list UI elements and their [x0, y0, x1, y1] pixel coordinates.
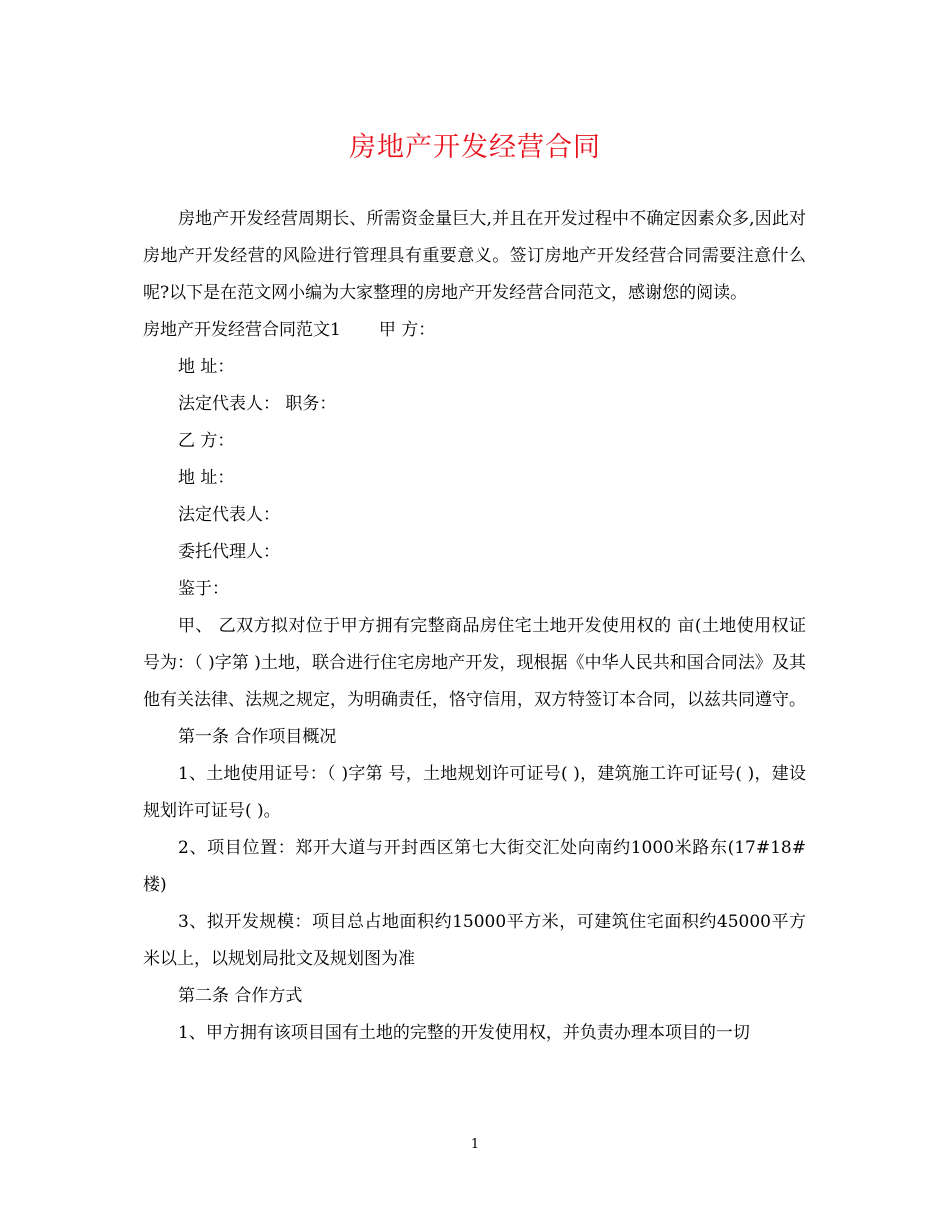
- party-b-label: 乙 方：: [178, 431, 235, 451]
- party-a-label: 甲 方：: [378, 320, 436, 340]
- document-body: [143, 201, 806, 1052]
- party-a-representative: 法定代表人： 职务：: [178, 394, 337, 414]
- sample-heading: 房地产开发经营合同范文1: [143, 320, 341, 340]
- article-1-item-3: 3、拟开发规模：项目总占地面积约15000平方米，可建筑住宅面积约45000平方米以上，以规划局批文及规划图为准: [143, 912, 806, 969]
- article-1-title: 第一条 合作项目概况: [178, 727, 337, 747]
- party-b-address: 地 址：: [178, 468, 235, 488]
- party-b-agent: 委托代理人：: [178, 542, 280, 562]
- page-title: 房地产开发经营合同: [349, 132, 601, 163]
- party-a-address: 地 址：: [178, 357, 235, 377]
- preamble-paragraph: 甲、 乙双方拟对位于甲方拥有完整商品房住宅土地开发使用权的 亩(土地使用权证号为：（ )字第 )土地，联合进行住宅房地产开发，现根据《中华人民共和国合同法》及其他有关法律、法规之规定，为明确责任，恪守信用，双方特签订本合同，以兹共同遵守。: [143, 616, 806, 710]
- page-number: 1: [470, 1137, 480, 1152]
- intro-paragraph: 房地产开发经营周期长、所需资金量巨大,并且在开发过程中不确定因素众多,因此对房地产开发经营的风险进行管理具有重要意义。签订房地产开发经营合同需要注意什么呢?以下是在范文网小编为大家整理的房地产开发经营合同范文，感谢您的阅读。: [143, 209, 806, 303]
- sample-heading-line: [143, 312, 806, 349]
- whereas-label: 鉴于：: [178, 579, 229, 599]
- party-b-representative: 法定代表人：: [178, 505, 280, 525]
- article-1-item-1: 1、土地使用证号：（ )字第 号，土地规划许可证号( )，建筑施工许可证号( )，建设规划许可证号( )。: [143, 764, 806, 821]
- article-1-item-2: 2、项目位置：郑开大道与开封西区第七大街交汇处向南约1000米路东(17#18#楼): [143, 838, 806, 895]
- article-2-item-1: 1、甲方拥有该项目国有土地的完整的开发使用权，并负责办理本项目的一切: [178, 1023, 750, 1043]
- article-2-title: 第二条 合作方式: [178, 986, 303, 1006]
